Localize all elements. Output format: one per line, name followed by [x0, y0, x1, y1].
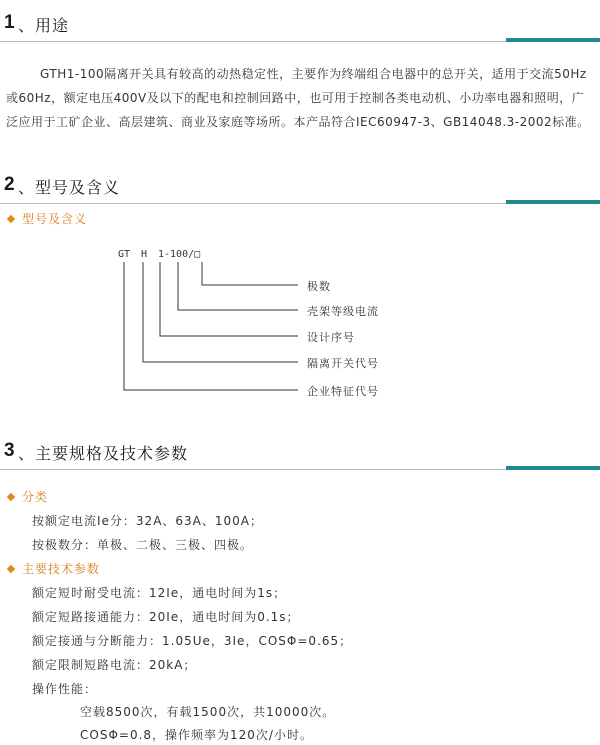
section-2-title: 、型号及含义 — [18, 178, 121, 197]
usage-line-2: 或60Hz，额定电压400V及以下的配电和控制回路中，也可用于控制各类电动机、小功率电器和照明，广 — [6, 91, 585, 105]
section-3-header — [0, 436, 600, 476]
classification-poles: 按极数分：单极、二极、三极、四极。 — [32, 538, 254, 552]
diamond-bullet-icon — [7, 492, 15, 500]
model-code-series: 1-100/□ — [158, 249, 201, 260]
label-enterprise-code: 企业特征代号 — [307, 385, 379, 398]
section-3-accent-bar — [506, 466, 600, 470]
tech-subheading-text: 主要技术参数 — [22, 562, 101, 576]
model-subheading-text: 型号及含义 — [22, 212, 88, 226]
operation-cycles: 空载8500次，有载1500次，共10000次。 — [80, 705, 336, 719]
section-1-title: 、用途 — [18, 16, 70, 35]
tech-subheading — [8, 560, 100, 577]
line-poles — [202, 262, 298, 285]
usage-paragraph — [6, 62, 592, 134]
tech-limited-short-circuit: 额定限制短路电流：20kA； — [32, 658, 197, 672]
section-3-title: 、主要规格及技术参数 — [18, 444, 189, 463]
section-2-number: 2 — [4, 174, 15, 195]
section-1-accent-bar — [506, 38, 600, 42]
tech-making-breaking: 额定接通与分断能力：1.05Ue，3Ie，COSΦ=0.65； — [32, 634, 353, 648]
classification-current: 按额定电流Ie分：32A、63A、100A； — [32, 514, 263, 528]
section-1-number: 1 — [4, 12, 15, 33]
section-3-number: 3 — [4, 440, 15, 461]
line-design-serial — [160, 262, 298, 336]
tech-operation-heading: 操作性能： — [32, 682, 98, 696]
section-1-header — [0, 8, 600, 48]
tech-short-time: 额定短时耐受电流：12Ie，通电时间为1s； — [32, 586, 287, 600]
classification-subheading-text: 分类 — [22, 490, 49, 504]
label-design-serial: 设计序号 — [307, 331, 355, 344]
usage-line-3: 泛应用于工矿企业、高层建筑、商业及家庭等场所。本产品符合IEC60947-3、GB14048.3-2002标准。 — [6, 115, 590, 129]
label-isolator-code: 隔离开关代号 — [307, 357, 379, 370]
diamond-bullet-icon — [7, 564, 15, 572]
line-enterprise-code — [124, 262, 298, 390]
line-isolator-code — [143, 262, 298, 362]
usage-line-1: GTH1-100隔离开关具有较高的动热稳定性，主要作为终端组合电器中的总开关，适用于交流50Hz — [40, 67, 587, 81]
label-frame-current: 壳架等级电流 — [307, 305, 379, 318]
section-2-accent-bar — [506, 200, 600, 204]
label-poles: 极数 — [307, 280, 331, 293]
model-subheading — [8, 210, 87, 227]
section-2-header — [0, 170, 600, 210]
operation-frequency: COSΦ=0.8，操作频率为120次/小时。 — [80, 728, 313, 742]
model-code-h: H — [141, 249, 148, 260]
line-frame-current — [178, 262, 298, 310]
classification-subheading — [8, 488, 48, 505]
diamond-bullet-icon — [7, 214, 15, 222]
tech-short-circuit-making: 额定短路接通能力：20Ie，通电时间为0.1s； — [32, 610, 300, 624]
model-code-gt: GT — [118, 249, 131, 260]
